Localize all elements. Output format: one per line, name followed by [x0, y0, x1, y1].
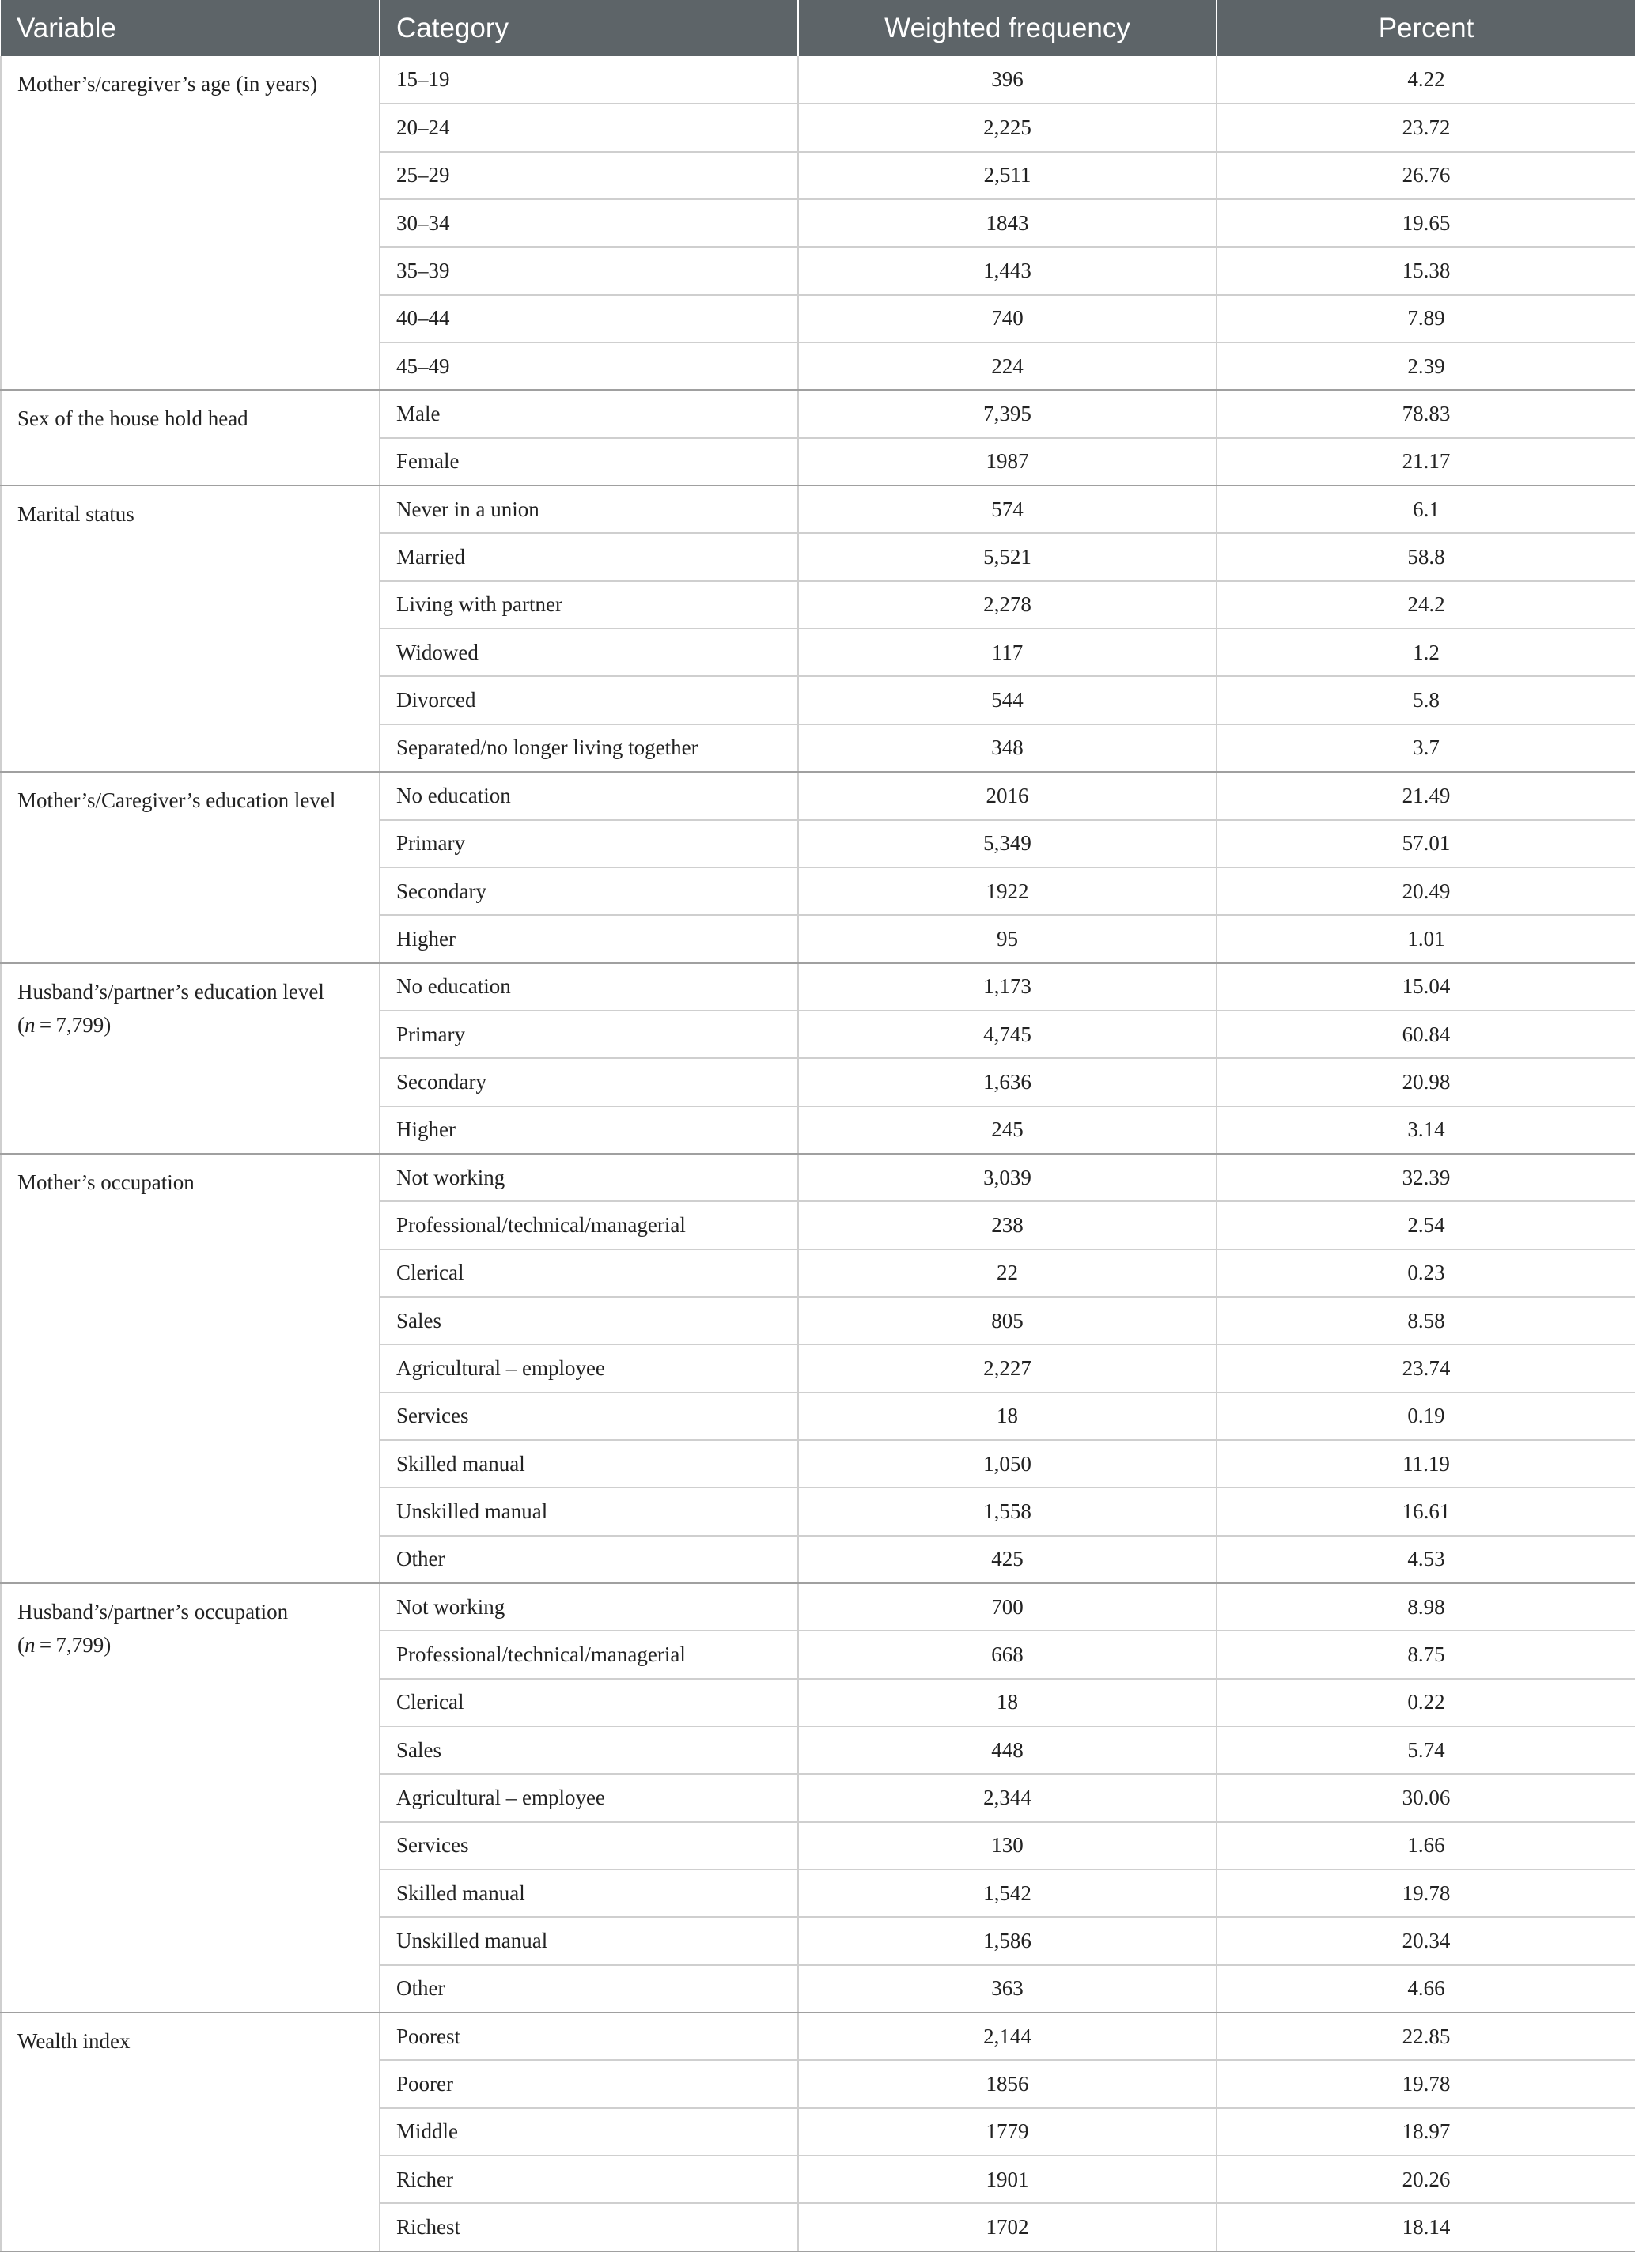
table-row — [1, 1583, 1635, 1631]
percent-cell: 11.19 — [1217, 1440, 1635, 1487]
percent-cell: 20.49 — [1217, 868, 1635, 915]
table-header — [1, 0, 1635, 56]
category-cell: Primary — [380, 1011, 798, 1058]
variable-cell — [1, 56, 380, 390]
table-row — [1, 772, 1635, 819]
frequency-cell: 425 — [798, 1536, 1217, 1583]
category-cell: Sales — [380, 1297, 798, 1344]
category-cell: Married — [380, 533, 798, 580]
frequency-cell: 95 — [798, 915, 1217, 962]
percent-cell: 26.76 — [1217, 152, 1635, 199]
frequency-cell: 348 — [798, 724, 1217, 772]
frequency-cell: 3,039 — [798, 1154, 1217, 1201]
frequency-cell: 574 — [798, 486, 1217, 533]
percent-cell: 4.53 — [1217, 1536, 1635, 1583]
frequency-cell: 668 — [798, 1631, 1217, 1678]
category-cell: Unskilled manual — [380, 1487, 798, 1535]
percent-cell: 0.23 — [1217, 1249, 1635, 1297]
percent-cell: 4.66 — [1217, 1965, 1635, 2013]
percent-cell: 18.14 — [1217, 2203, 1635, 2251]
frequency-cell: 2016 — [798, 772, 1217, 819]
category-cell: Richest — [380, 2203, 798, 2251]
category-cell: Services — [380, 1393, 798, 1440]
percent-cell: 1.2 — [1217, 629, 1635, 676]
frequency-cell: 1,050 — [798, 1440, 1217, 1487]
variable-cell — [1, 390, 380, 486]
category-cell: Agricultural – employee — [380, 1344, 798, 1392]
category-cell: Unskilled manual — [380, 1917, 798, 1964]
percent-cell: 60.84 — [1217, 1011, 1635, 1058]
percent-cell: 23.74 — [1217, 1344, 1635, 1392]
table-row — [1, 56, 1635, 104]
category-cell: Separated/no longer living together — [380, 724, 798, 772]
percent-cell: 7.89 — [1217, 295, 1635, 342]
frequency-cell: 18 — [798, 1679, 1217, 1726]
frequency-cell: 1,542 — [798, 1869, 1217, 1917]
variable-cell — [1, 1583, 380, 2013]
category-cell: 30–34 — [380, 199, 798, 247]
percent-cell: 1.01 — [1217, 915, 1635, 962]
header-category: Category — [380, 0, 798, 56]
frequency-cell: 22 — [798, 1249, 1217, 1297]
frequency-cell: 1,586 — [798, 1917, 1217, 1964]
percent-cell: 58.8 — [1217, 533, 1635, 580]
percent-cell: 8.98 — [1217, 1583, 1635, 1631]
category-cell: Living with partner — [380, 581, 798, 629]
category-cell: Secondary — [380, 868, 798, 915]
category-cell: Divorced — [380, 676, 798, 724]
percent-cell: 2.39 — [1217, 342, 1635, 390]
frequency-cell: 2,278 — [798, 581, 1217, 629]
category-cell: Primary — [380, 820, 798, 868]
percent-cell: 20.34 — [1217, 1917, 1635, 1964]
category-cell: Not working — [380, 1583, 798, 1631]
percent-cell: 5.8 — [1217, 676, 1635, 724]
percent-cell: 21.49 — [1217, 772, 1635, 819]
category-cell: Poorest — [380, 2013, 798, 2060]
percent-cell: 19.65 — [1217, 199, 1635, 247]
variable-label: Sex of the house hold head — [17, 406, 248, 431]
frequency-cell: 1,173 — [798, 963, 1217, 1011]
category-cell: Widowed — [380, 629, 798, 676]
percent-cell: 3.14 — [1217, 1106, 1635, 1154]
percent-cell: 20.26 — [1217, 2156, 1635, 2203]
category-cell: Sales — [380, 1726, 798, 1774]
frequency-cell: 2,144 — [798, 2013, 1217, 2060]
sample-size-note: (n = 7,799) — [17, 1012, 112, 1037]
frequency-cell: 1,443 — [798, 247, 1217, 294]
category-cell: Other — [380, 1965, 798, 2013]
category-cell: Secondary — [380, 1058, 798, 1106]
percent-cell: 0.19 — [1217, 1393, 1635, 1440]
frequency-cell: 2,227 — [798, 1344, 1217, 1392]
frequency-cell: 1922 — [798, 868, 1217, 915]
frequency-cell: 1,558 — [798, 1487, 1217, 1535]
frequency-cell: 805 — [798, 1297, 1217, 1344]
category-cell: Higher — [380, 1106, 798, 1154]
frequency-cell: 1901 — [798, 2156, 1217, 2203]
category-cell: 15–19 — [380, 56, 798, 104]
percent-cell: 0.22 — [1217, 1679, 1635, 1726]
frequency-cell: 5,349 — [798, 820, 1217, 868]
percent-cell: 22.85 — [1217, 2013, 1635, 2060]
category-cell: Not working — [380, 1154, 798, 1201]
variable-label: Husband’s/partner’s education level — [17, 979, 324, 1004]
frequency-cell: 238 — [798, 1201, 1217, 1249]
percent-cell: 8.58 — [1217, 1297, 1635, 1344]
header-variable: Variable — [1, 0, 380, 56]
frequency-cell: 700 — [798, 1583, 1217, 1631]
header-row — [1, 0, 1635, 56]
category-cell: Clerical — [380, 1679, 798, 1726]
variable-cell — [1, 772, 380, 962]
frequency-cell: 1,636 — [798, 1058, 1217, 1106]
percent-cell: 20.98 — [1217, 1058, 1635, 1106]
frequency-cell: 1843 — [798, 199, 1217, 247]
frequency-cell: 18 — [798, 1393, 1217, 1440]
category-cell: Skilled manual — [380, 1869, 798, 1917]
category-cell: 45–49 — [380, 342, 798, 390]
percent-cell: 1.66 — [1217, 1822, 1635, 1869]
variable-cell — [1, 486, 380, 772]
percent-cell: 30.06 — [1217, 1774, 1635, 1821]
variable-cell — [1, 2013, 380, 2251]
percent-cell: 15.04 — [1217, 963, 1635, 1011]
category-cell: Higher — [380, 915, 798, 962]
frequency-cell: 7,395 — [798, 390, 1217, 437]
frequency-cell: 2,225 — [798, 104, 1217, 151]
percent-cell: 5.74 — [1217, 1726, 1635, 1774]
variable-label: Husband’s/partner’s occupation — [17, 1600, 289, 1624]
percent-cell: 18.97 — [1217, 2108, 1635, 2156]
variable-label: Wealth index — [17, 2029, 131, 2054]
frequency-cell: 2,511 — [798, 152, 1217, 199]
sample-size-value: 7,799 — [55, 1012, 104, 1037]
category-cell: 40–44 — [380, 295, 798, 342]
variable-label: Mother’s/Caregiver’s education level — [17, 788, 336, 813]
category-cell: Professional/technical/managerial — [380, 1631, 798, 1678]
percent-cell: 2.54 — [1217, 1201, 1635, 1249]
frequency-cell: 117 — [798, 629, 1217, 676]
header-weighted-frequency: Weighted frequency — [798, 0, 1217, 56]
category-cell: No education — [380, 963, 798, 1011]
variable-label: Mother’s/caregiver’s age (in years) — [17, 72, 318, 96]
category-cell: 20–24 — [380, 104, 798, 151]
category-cell: Agricultural – employee — [380, 1774, 798, 1821]
percent-cell: 6.1 — [1217, 486, 1635, 533]
header-percent: Percent — [1217, 0, 1635, 56]
category-cell: No education — [380, 772, 798, 819]
variable-label: Marital status — [17, 502, 134, 527]
table-row — [1, 2013, 1635, 2060]
frequency-cell: 448 — [798, 1726, 1217, 1774]
frequency-cell: 245 — [798, 1106, 1217, 1154]
frequency-cell: 1987 — [798, 438, 1217, 486]
table-row — [1, 1154, 1635, 1201]
percent-cell: 78.83 — [1217, 390, 1635, 437]
frequency-cell: 1856 — [798, 2060, 1217, 2107]
sample-size-note: (n = 7,799) — [17, 1633, 112, 1657]
category-cell: Clerical — [380, 1249, 798, 1297]
percent-cell: 57.01 — [1217, 820, 1635, 868]
category-cell: Richer — [380, 2156, 798, 2203]
percent-cell: 4.22 — [1217, 56, 1635, 104]
frequency-cell: 544 — [798, 676, 1217, 724]
variable-label: Mother’s occupation — [17, 1170, 195, 1194]
category-cell: Professional/technical/managerial — [380, 1201, 798, 1249]
percent-cell: 19.78 — [1217, 1869, 1635, 1917]
category-cell: Services — [380, 1822, 798, 1869]
percent-cell: 15.38 — [1217, 247, 1635, 294]
variable-cell — [1, 1154, 380, 1583]
frequency-cell: 5,521 — [798, 533, 1217, 580]
percent-cell: 23.72 — [1217, 104, 1635, 151]
percent-cell: 3.7 — [1217, 724, 1635, 772]
category-cell: Skilled manual — [380, 1440, 798, 1487]
table-row — [1, 963, 1635, 1011]
percent-cell: 21.17 — [1217, 438, 1635, 486]
frequency-cell: 363 — [798, 1965, 1217, 2013]
frequency-cell: 224 — [798, 342, 1217, 390]
category-cell: Female — [380, 438, 798, 486]
category-cell: Middle — [380, 2108, 798, 2156]
category-cell: Other — [380, 1536, 798, 1583]
percent-cell: 32.39 — [1217, 1154, 1635, 1201]
frequency-cell: 740 — [798, 295, 1217, 342]
frequency-cell: 1779 — [798, 2108, 1217, 2156]
category-cell: Male — [380, 390, 798, 437]
category-cell: Never in a union — [380, 486, 798, 533]
variable-cell — [1, 963, 380, 1154]
table-row — [1, 390, 1635, 437]
percent-cell: 19.78 — [1217, 2060, 1635, 2107]
category-cell: 25–29 — [380, 152, 798, 199]
category-cell: 35–39 — [380, 247, 798, 294]
percent-cell: 24.2 — [1217, 581, 1635, 629]
frequency-cell: 4,745 — [798, 1011, 1217, 1058]
table-body — [1, 56, 1635, 2251]
frequency-cell: 1702 — [798, 2203, 1217, 2251]
percent-cell: 8.75 — [1217, 1631, 1635, 1678]
frequency-cell: 2,344 — [798, 1774, 1217, 1821]
sample-size-value: 7,799 — [55, 1633, 104, 1657]
percent-cell: 16.61 — [1217, 1487, 1635, 1535]
category-cell: Poorer — [380, 2060, 798, 2107]
frequency-cell: 396 — [798, 56, 1217, 104]
frequency-cell: 130 — [798, 1822, 1217, 1869]
table-row — [1, 486, 1635, 533]
